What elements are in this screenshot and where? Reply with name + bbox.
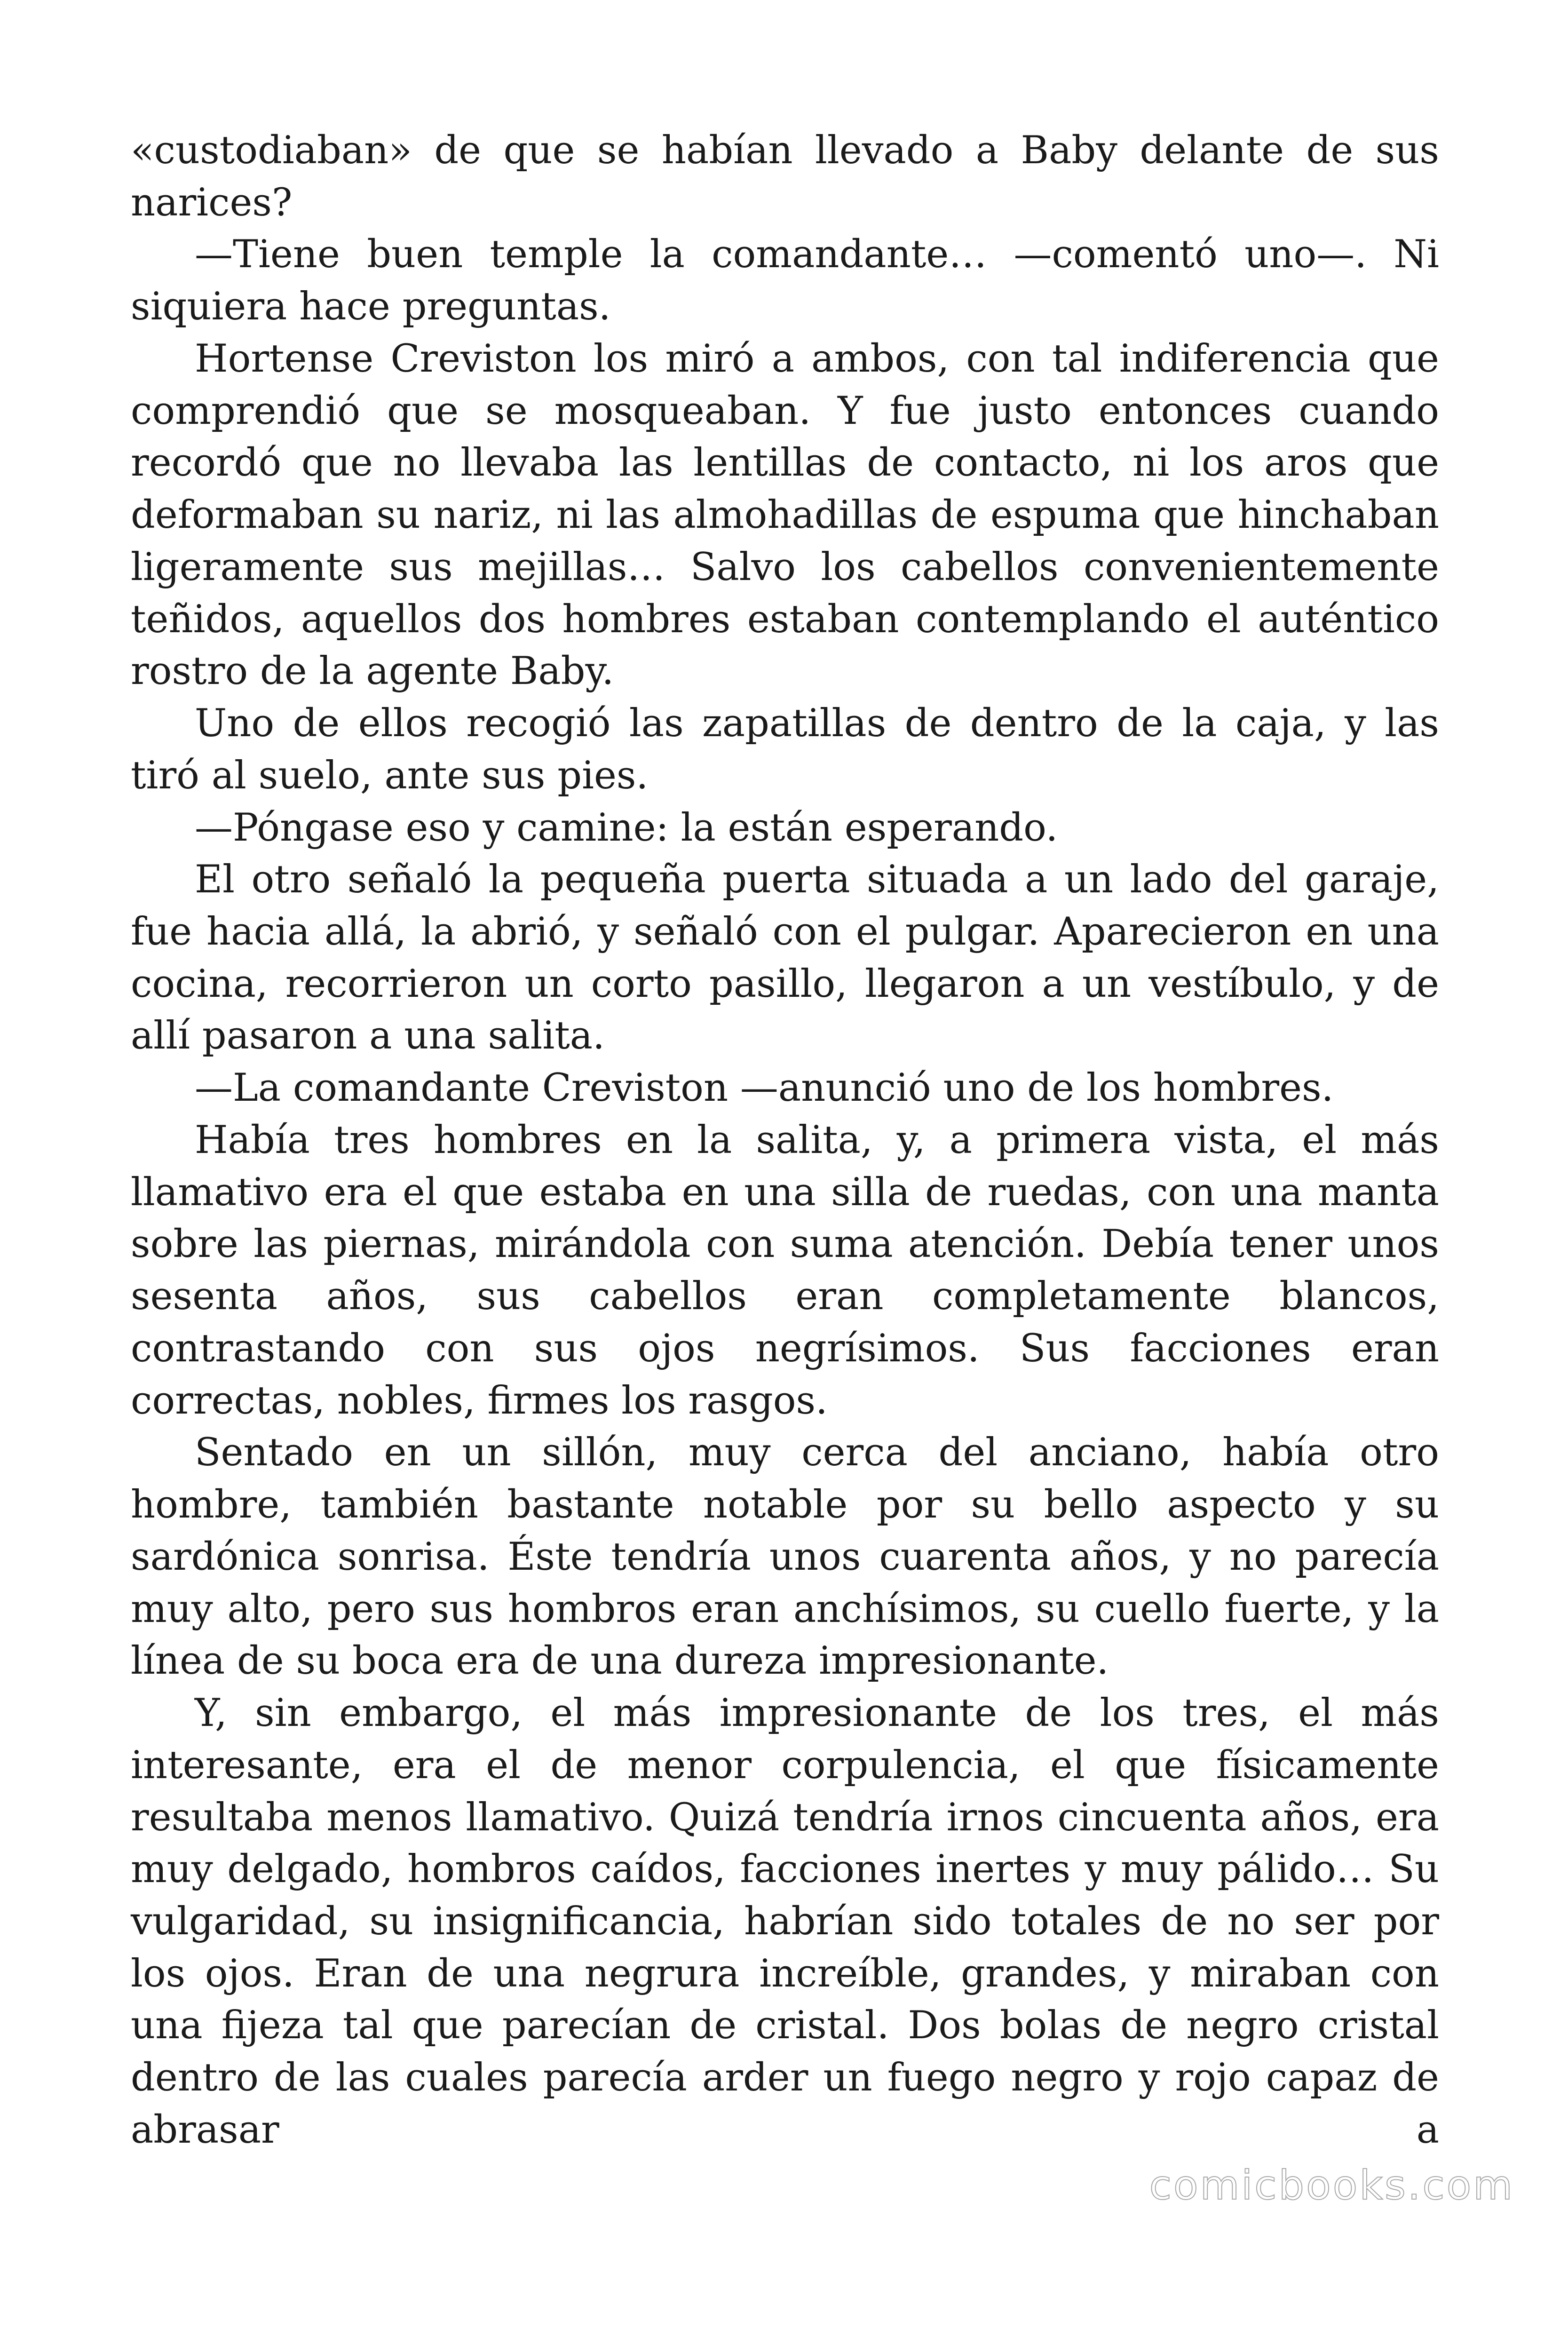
watermark-logo: comicbooks.com: [1149, 2162, 1514, 2209]
paragraph-5: —Póngase eso y camine: la están esperando.: [195, 805, 1058, 850]
paragraph-7: —La comandante Creviston —anunció uno de los hombres.: [195, 1066, 1334, 1111]
paragraph-9: Sentado en un sillón, muy cerca del anciano, había otro hombre, también bastante notable por su bello aspecto y su sardónica sonrisa. Éste tendría unos cuarenta años, y no parecía muy alto, pero sus hombros eran anchísimos, su cuello fuerte, y la línea de su boca era de una dureza impresionante.: [131, 1430, 1439, 1684]
paragraph-10: Y, sin embargo, el más impresionante de los tres, el más interesante, era el de menor corpulencia, el que físicamente resultaba menos llamativo. Quizá tendría irnos cincuenta años, era muy delgado, hombros caídos, facciones inertes y muy pálido… Su vulgaridad, su insignificancia, habrían sido totales de no ser por los ojos. Eran de una negrura increíble, grandes, y miraban con una fijeza tal que parecían de cristal. Dos bolas de negro cristal dentro de las cuales parecía arder un fuego negro y rojo capaz de abrasar a: [131, 1691, 1439, 2152]
paragraph-1: «custodiaban» de que se habían llevado a Baby delante de sus narices?: [131, 128, 1439, 225]
paragraph-4: Uno de ellos recogió las zapatillas de dentro de la caja, y las tiró al suelo, ante sus pies.: [131, 701, 1439, 798]
paragraph-8: Había tres hombres en la salita, y, a primera vista, el más llamativo era el que estaba en una silla de ruedas, con una manta sobre las piernas, mirándola con suma atención. Debía tener unos sesenta años, sus cabellos eran completamente blancos, contrastando con sus ojos negrísimos. Sus facciones eran correctas, nobles, firmes los rasgos.: [131, 1118, 1439, 1423]
paragraph-6: El otro señaló la pequeña puerta situada a un lado del garaje, fue hacia allá, la abrió, y señaló con el pulgar. Aparecieron en una cocina, recorrieron un corto pasillo, llegaron a un vestíbulo, y de allí pasaron a una salita.: [131, 858, 1439, 1058]
body-text: [131, 125, 1439, 2156]
paragraph-2: —Tiene buen temple la comandante… —comentó uno—. Ni siquiera hace preguntas.: [131, 232, 1439, 329]
paragraph-3: Hortense Creviston los miró a ambos, con tal indiferencia que comprendió que se mosqueaban. Y fue justo entonces cuando recordó que no llevaba las lentillas de contacto, ni los aros que deformaban su nariz, ni las almohadillas de espuma que hinchaban ligeramente sus mejillas… Salvo los cabellos convenientemente teñidos, aquellos dos hombres estaban contemplando el auténtico rostro de la agente Baby.: [131, 336, 1439, 694]
